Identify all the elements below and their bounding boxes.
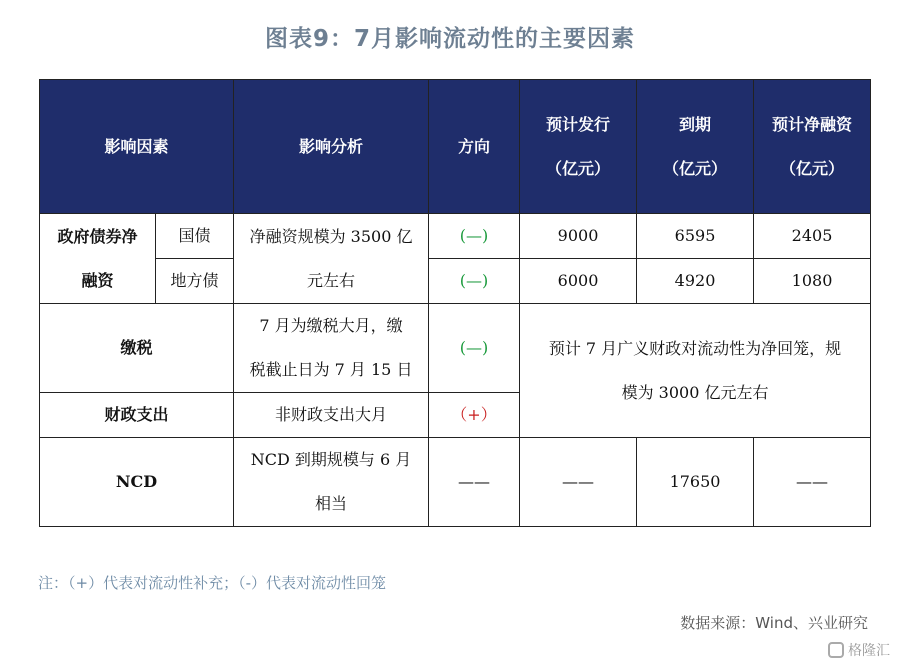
ncd-label: NCD — [40, 438, 234, 527]
gov-financing-analysis — [234, 214, 429, 304]
table-row — [40, 214, 871, 259]
header-direction: 方向 — [429, 80, 520, 214]
header-issue-line1: 预计发行 — [546, 114, 611, 134]
ncd-analysis-line2: 相当 — [315, 494, 348, 513]
maturity-cell: 6595 — [637, 214, 754, 259]
tax-analysis-line1: 7 月为缴税大月，缴 — [259, 316, 403, 335]
direction-cell: (—) — [429, 214, 520, 259]
net-cell: 1080 — [754, 259, 871, 304]
table-row — [40, 259, 871, 304]
header-maturity-line1: 到期 — [679, 114, 712, 134]
direction-cell: (—) — [429, 304, 520, 393]
tax-label: 缴税 — [40, 304, 234, 393]
issue-cell: —— — [520, 438, 637, 527]
gov-financing-label-line1: 政府债券净 — [57, 226, 138, 246]
ncd-analysis — [234, 438, 429, 527]
direction-cell: —— — [429, 438, 520, 527]
fiscal-label: 财政支出 — [40, 393, 234, 438]
watermark — [828, 640, 890, 660]
direction-cell: (—) — [429, 259, 520, 304]
direction-cell: （+） — [429, 393, 520, 438]
chart-title: 图表9：7月影响流动性的主要因素 — [264, 26, 635, 52]
issue-cell: 9000 — [520, 214, 637, 259]
gov-financing-label-line2: 融资 — [81, 270, 114, 290]
data-source: 数据来源：Wind、兴业研究 — [680, 614, 868, 632]
fiscal-note — [520, 304, 871, 438]
issue-cell: 6000 — [520, 259, 637, 304]
header-analysis: 影响分析 — [234, 80, 429, 214]
footnote: 注：（+）代表对流动性补充；（-）代表对流动性回笼 — [38, 574, 386, 592]
table-row — [40, 438, 871, 527]
header-net — [754, 80, 871, 214]
net-cell: —— — [754, 438, 871, 527]
net-cell: 2405 — [754, 214, 871, 259]
fiscal-analysis: 非财政支出大月 — [234, 393, 429, 438]
tax-analysis-line2: 税截止日为 7 月 15 日 — [249, 360, 413, 379]
header-net-line1: 预计净融资 — [772, 114, 853, 134]
maturity-cell: 4920 — [637, 259, 754, 304]
sub-label-local: 地方债 — [156, 259, 234, 304]
gov-financing-analysis-line2: 元左右 — [307, 270, 356, 290]
watermark-text: 格隆汇 — [848, 643, 890, 659]
header-issue-line2: （亿元） — [546, 158, 611, 178]
table-row — [40, 304, 871, 393]
header-issue — [520, 80, 637, 214]
fiscal-note-line2: 模为 3000 亿元左右 — [621, 382, 769, 402]
ncd-analysis-line1: NCD 到期规模与 6 月 — [250, 450, 412, 469]
header-row — [40, 80, 871, 214]
sub-label-treasury: 国债 — [156, 214, 234, 259]
header-maturity — [637, 80, 754, 214]
maturity-cell: 17650 — [637, 438, 754, 527]
header-factor: 影响因素 — [40, 80, 234, 214]
liquidity-factors-table — [39, 79, 871, 527]
watermark-logo-icon — [828, 642, 844, 658]
gov-financing-analysis-line1: 净融资规模为 3500 亿 — [249, 226, 413, 246]
gov-financing-label — [40, 214, 156, 304]
header-maturity-line2: （亿元） — [663, 158, 728, 178]
fiscal-note-line1: 预计 7 月广义财政对流动性为净回笼，规 — [548, 338, 842, 358]
tax-analysis — [234, 304, 429, 393]
header-net-line2: （亿元） — [780, 158, 845, 178]
